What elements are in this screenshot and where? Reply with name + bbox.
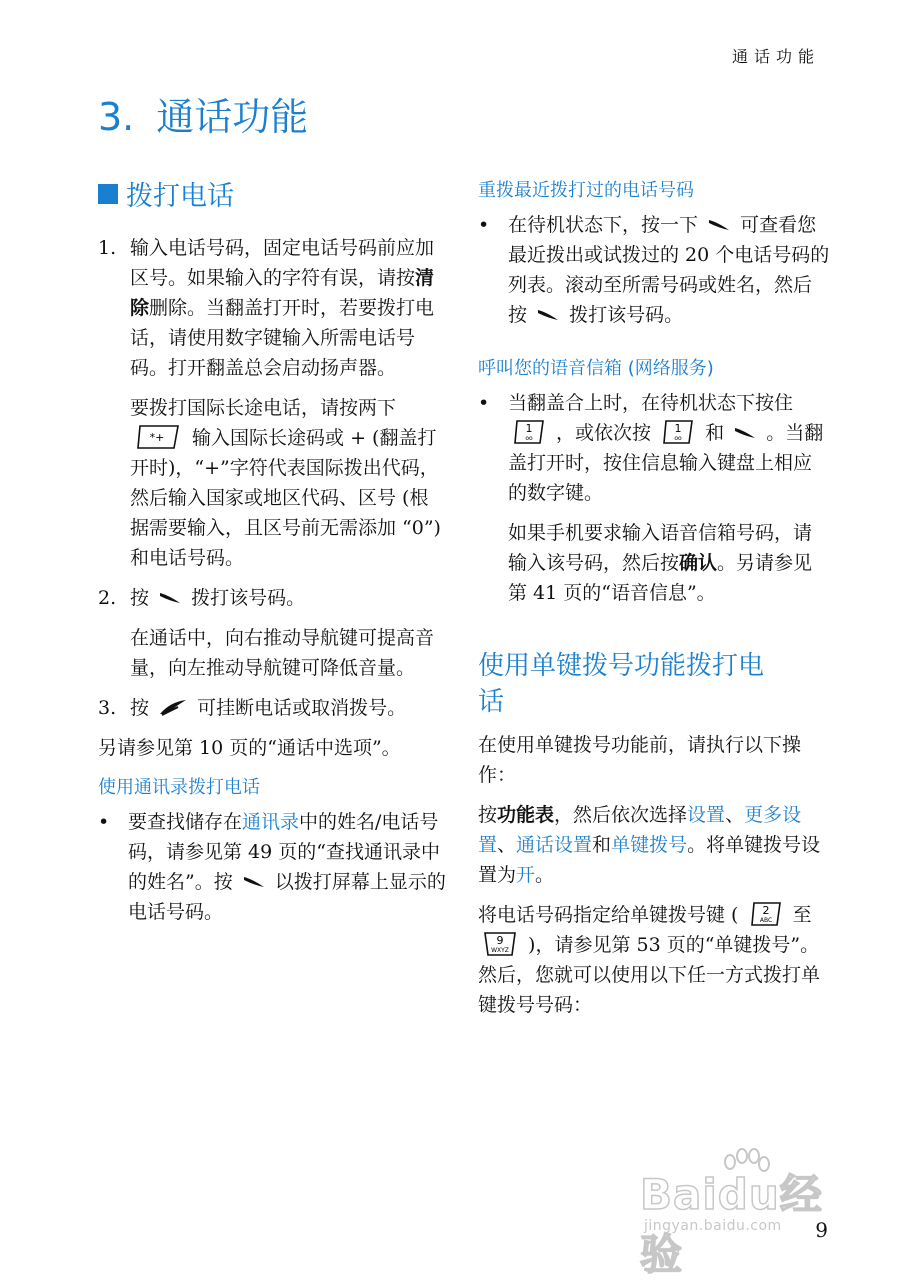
right-column: 重拨最近拨打过的电话号码 • 在待机状态下，按一下 可查看您最近拨出或试拨过的 20 个电话号码的列表。滚动至所需号码或姓名，然后按 拨打该号码。 呼叫您的语音信箱 (网络服务) • 当翻盖合上时，在待机状态下按住 1 oo ，或依次按 1 oo 和 。当翻盖打开时，按住信息输入键盘上相应的数字键。 如果手机要求输入语音信箱号码，请输入该号码，然后按确认。另请参见第 41 页的“语音信息”。 使用单键拨号功能拨打电话 在使用单键拨号功能前，请执行以下操作： 按功能表，然后依次选择设置、更多设置、通话设置和单键拨号。将单键拨号设置为开。 将电话号码指定给单键拨号键 ( 2 ABC 至 9 WXYZ )，请参见第 53 页的“单键拨号”。然后，您就可以使用以下任一方式拨打单键拨号号码： — [478, 170, 830, 1030]
list-item: • 当翻盖合上时，在待机状态下按住 1 oo ，或依次按 1 oo 和 。当翻盖打开时，按住信息输入键盘上相应的数字键。 如果手机要求输入语音信箱号码，请输入该号码，然后按确认。另请参见第 41 页的“语音信息”。 — [478, 388, 830, 618]
svg-text:WXYZ: WXYZ — [491, 947, 509, 954]
svg-text:oo: oo — [674, 435, 682, 442]
call-key-icon — [242, 875, 266, 889]
square-bullet-icon — [98, 184, 118, 204]
subheading-redial: 重拨最近拨打过的电话号码 — [478, 180, 694, 201]
chapter-name: 通话功能 — [156, 95, 309, 139]
call-key-icon — [158, 591, 182, 605]
call-key-icon — [733, 426, 757, 440]
clear-keyword: 清除 — [130, 267, 435, 319]
call-key-icon — [536, 308, 560, 322]
left-column — [98, 170, 446, 937]
svg-text:1: 1 — [674, 422, 682, 435]
on-link: 开 — [516, 864, 536, 886]
chapter-number: 3. — [98, 95, 135, 139]
baidu-watermark — [632, 1148, 842, 1279]
bullet-icon: • — [478, 392, 490, 414]
bullet-icon: • — [478, 214, 490, 236]
section-heading-dial: 拨打电话 — [98, 174, 446, 213]
one-key-icon — [661, 419, 695, 445]
more-settings-link: 更多设置 — [478, 804, 802, 856]
nine-key-icon — [482, 931, 518, 957]
list-item: • 在待机状态下，按一下 可查看您最近拨出或试拨过的 20 个电话号码的列表。滚动至所需号码或姓名，然后按 拨打该号码。 — [478, 210, 830, 340]
watermark-url: jingyan.baidu.com — [644, 1218, 782, 1234]
speed-dial-link: 单键拨号 — [611, 834, 688, 856]
svg-text:ABC: ABC — [759, 917, 772, 924]
call-settings-link: 通话设置 — [516, 834, 593, 856]
see-also: 另请参见第 10 页的“通话中选项”。 — [98, 737, 401, 759]
list-item: 3. 按 可挂断电话或取消拨号。 — [98, 697, 407, 719]
subheading-voicemail: 呼叫您的语音信箱 (网络服务) — [478, 358, 714, 379]
svg-text:2: 2 — [762, 904, 769, 917]
svg-text:1: 1 — [525, 422, 533, 435]
settings-link: 设置 — [687, 804, 726, 826]
list-item: 1. 输入电话号码，固定电话号码前应加区号。如果输入的字符有误，请按清除删除。当翻盖打开时，若要拨打电话，请使用数字键输入所需电话号码。打开翻盖总会启动扬声器。 要拨打国际长途电话，请按两下 *+ 输入国际长途码或 + (翻盖打开时)，“+”字符代表国际拨出代码，然后输入国家或地区代码、区号 (根据需要输入，且区号前无需添加 “0”) 和电话号码。 — [98, 237, 441, 569]
one-key-icon — [512, 419, 546, 445]
subheading-speed-dial: 使用单键拨号功能拨打电话 — [478, 651, 765, 717]
subheading-phonebook: 使用通讯录拨打电话 — [98, 777, 260, 798]
list-item: 2. 按 拨打该号码。 在通话中，向右推动导航键可提高音量，向左推动导航键可降低音量。 — [98, 587, 435, 679]
two-key-icon — [749, 901, 783, 927]
page-number: 9 — [815, 1218, 828, 1242]
end-key-icon — [158, 698, 188, 716]
svg-text:*+: *+ — [149, 431, 165, 444]
list-item: • 要查找储存在通讯录中的姓名/电话号码，请参见第 49 页的“查找通讯录中的姓名”。按 以拨打屏幕上显示的电话号码。 — [98, 807, 446, 937]
star-key-icon — [134, 424, 182, 450]
confirm-keyword: 确认 — [679, 552, 718, 574]
menu-keyword: 功能表 — [497, 804, 555, 826]
svg-text:9: 9 — [496, 934, 504, 947]
watermark-logo: Baidu经验 — [640, 1170, 823, 1279]
phonebook-link: 通讯录 — [242, 811, 300, 833]
svg-text:oo: oo — [525, 435, 533, 442]
bullet-icon: • — [98, 811, 110, 833]
chapter-title — [98, 86, 308, 141]
call-key-icon — [707, 218, 731, 232]
running-header: 通话功能 — [731, 47, 820, 66]
